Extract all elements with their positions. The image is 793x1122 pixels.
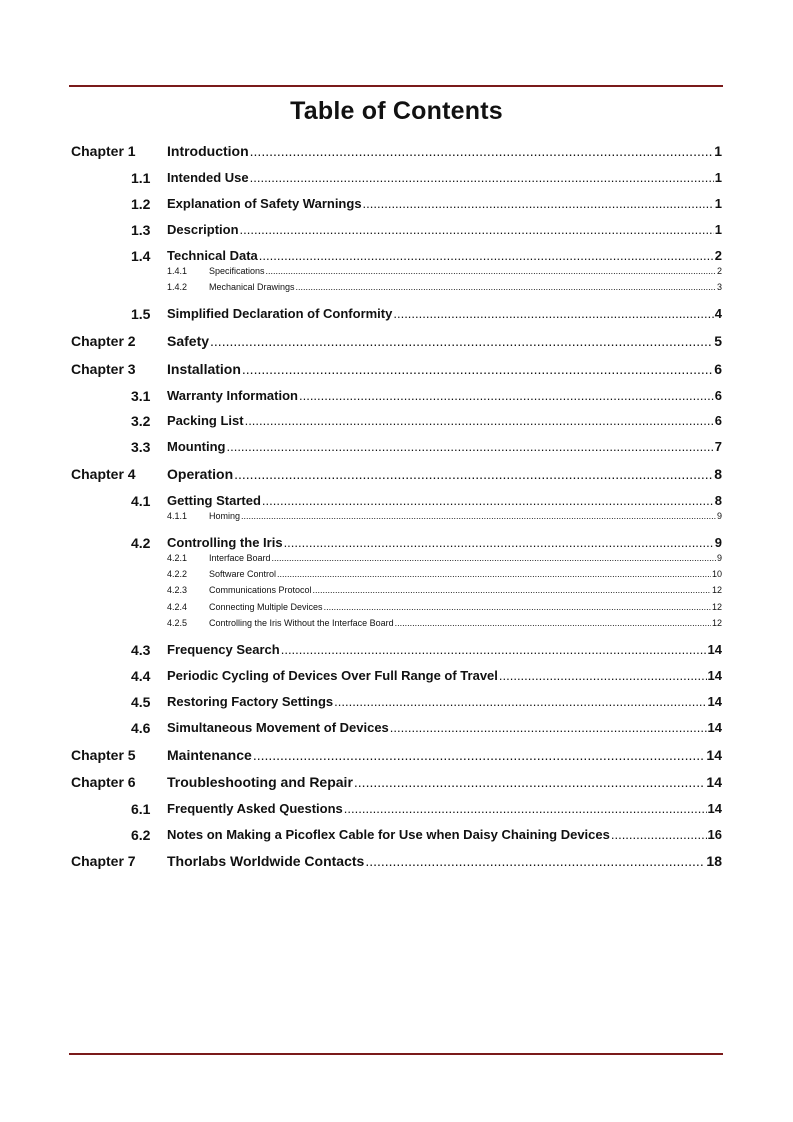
toc-entry-number: 1.4 xyxy=(131,248,151,264)
toc-entry-line xyxy=(209,618,722,628)
toc-entry-page: 1 xyxy=(714,196,722,211)
toc-entry-page: 14 xyxy=(707,801,722,816)
toc-entry-number: 4.4 xyxy=(131,668,151,684)
toc-entry-title: Getting Started xyxy=(167,493,261,508)
toc-section-entry[interactable] xyxy=(0,222,793,240)
toc-entry-page: 12 xyxy=(711,602,722,612)
toc-entry-title: Connecting Multiple Devices xyxy=(209,602,323,612)
toc-entry-title: Explanation of Safety Warnings xyxy=(167,196,362,211)
toc-entry-title: Maintenance xyxy=(167,747,252,763)
toc-leader-dots xyxy=(266,266,716,276)
toc-entry-title: Interface Board xyxy=(209,553,271,563)
toc-section-entry[interactable] xyxy=(0,388,793,406)
toc-section-entry[interactable] xyxy=(0,801,793,819)
toc-entry-number: 6.1 xyxy=(131,801,151,817)
toc-section-entry[interactable] xyxy=(0,694,793,712)
toc-entry-line xyxy=(167,439,722,454)
toc-subsection-entry[interactable] xyxy=(0,553,793,565)
toc-entry-page: 9 xyxy=(716,511,722,521)
toc-leader-dots xyxy=(242,361,713,377)
toc-entry-page: 1 xyxy=(714,222,722,237)
toc-entry-page: 12 xyxy=(711,585,722,595)
toc-entry-line xyxy=(167,170,722,185)
toc-section-entry[interactable] xyxy=(0,668,793,686)
toc-entry-number: Chapter 5 xyxy=(71,747,136,763)
toc-section-entry[interactable] xyxy=(0,306,793,324)
toc-leader-dots xyxy=(241,511,716,521)
toc-entry-page: 3 xyxy=(716,282,722,292)
toc-entry-line xyxy=(167,333,722,349)
toc-entry-page: 18 xyxy=(706,853,722,869)
toc-entry-number: 4.2.3 xyxy=(167,585,188,595)
toc-subsection-entry[interactable] xyxy=(0,282,793,294)
toc-entry-line xyxy=(167,388,722,403)
toc-entry-title: Description xyxy=(167,222,239,237)
toc-entry-number: 4.2.4 xyxy=(167,602,188,612)
toc-entry-title: Technical Data xyxy=(167,248,258,263)
toc-entry-number: Chapter 2 xyxy=(71,333,136,349)
toc-entry-page: 6 xyxy=(714,413,722,428)
toc-entry-line xyxy=(167,535,722,550)
toc-leader-dots xyxy=(393,306,713,321)
toc-section-entry[interactable] xyxy=(0,720,793,738)
toc-entry-number: 3.1 xyxy=(131,388,151,404)
toc-entry-line xyxy=(167,196,722,211)
toc-entry-title: Warranty Information xyxy=(167,388,298,403)
toc-entry-line xyxy=(167,413,722,428)
toc-entry-number: 1.2 xyxy=(131,196,151,212)
toc-leader-dots xyxy=(259,248,714,263)
toc-entry-page: 2 xyxy=(714,248,722,263)
toc-entry-page: 14 xyxy=(707,668,722,683)
toc-chapter-entry[interactable] xyxy=(0,747,793,765)
toc-entry-line xyxy=(167,668,722,683)
toc-section-entry[interactable] xyxy=(0,248,793,266)
toc-entry-number: 1.5 xyxy=(131,306,151,322)
toc-entry-line xyxy=(167,248,722,263)
toc-subsection-entry[interactable] xyxy=(0,569,793,581)
toc-entry-title: Simultaneous Movement of Devices xyxy=(167,720,389,735)
toc-entry-line xyxy=(167,827,722,842)
toc-leader-dots xyxy=(365,853,705,869)
toc-leader-dots xyxy=(334,694,706,709)
toc-entry-number: 4.2.1 xyxy=(167,553,188,563)
toc-entry-title: Safety xyxy=(167,333,210,349)
toc-entry-page: 14 xyxy=(707,720,722,735)
toc-entry-title: Notes on Making a Picoflex Cable for Use when Daisy Chaining Devices xyxy=(167,827,610,842)
toc-leader-dots xyxy=(253,747,706,763)
toc-entry-page: 1 xyxy=(714,170,722,185)
toc-entry-title: Homing xyxy=(209,511,241,521)
toc-entry-line xyxy=(209,553,722,563)
toc-entry-line xyxy=(167,774,722,790)
toc-entry-title: Controlling the Iris xyxy=(167,535,283,550)
toc-subsection-entry[interactable] xyxy=(0,618,793,630)
toc-leader-dots xyxy=(296,282,716,292)
toc-chapter-entry[interactable] xyxy=(0,361,793,379)
toc-entry-page: 12 xyxy=(711,618,722,628)
toc-entry-line xyxy=(209,282,722,292)
toc-entry-number: 1.4.2 xyxy=(167,282,188,292)
toc-entry-page: 1 xyxy=(714,143,722,159)
toc-entry-number: 1.3 xyxy=(131,222,151,238)
toc-entry-number: 4.2 xyxy=(131,535,151,551)
toc-entry-line xyxy=(167,747,722,763)
toc-section-entry[interactable] xyxy=(0,170,793,188)
toc-entry-title: Simplified Declaration of Conformity xyxy=(167,306,393,321)
toc-entry-page: 4 xyxy=(714,306,722,321)
toc-entry-number: 4.1.1 xyxy=(167,511,188,521)
toc-entry-page: 14 xyxy=(706,774,722,790)
toc-entry-number: 1.1 xyxy=(131,170,151,186)
toc-entry-page: 5 xyxy=(714,333,722,349)
toc-entry-page: 2 xyxy=(716,266,722,276)
toc-entry-title: Frequency Search xyxy=(167,642,280,657)
toc-section-entry[interactable] xyxy=(0,413,793,431)
toc-entry-number: 1.4.1 xyxy=(167,266,188,276)
toc-leader-dots xyxy=(299,388,714,403)
toc-entry-line xyxy=(167,493,722,508)
toc-entry-line xyxy=(167,801,722,816)
toc-entry-title: Mounting xyxy=(167,439,226,454)
toc-entry-title: Software Control xyxy=(209,569,277,579)
toc-entry-page: 9 xyxy=(714,535,722,550)
toc-entry-number: 4.2.2 xyxy=(167,569,188,579)
toc-entry-line xyxy=(167,222,722,237)
toc-leader-dots xyxy=(226,439,713,454)
toc-leader-dots xyxy=(499,668,707,683)
toc-entry-page: 6 xyxy=(714,388,722,403)
toc-entry-number: 6.2 xyxy=(131,827,151,843)
toc-entry-line xyxy=(209,569,722,579)
toc-leader-dots xyxy=(281,642,707,657)
toc-leader-dots xyxy=(250,170,714,185)
toc-leader-dots xyxy=(250,143,714,159)
toc-section-entry[interactable] xyxy=(0,642,793,660)
toc-entry-title: Communications Protocol xyxy=(209,585,312,595)
toc-leader-dots xyxy=(324,602,711,612)
toc-entry-page: 8 xyxy=(714,493,722,508)
toc-subsection-entry[interactable] xyxy=(0,585,793,597)
toc-entry-title: Intended Use xyxy=(167,170,249,185)
toc-leader-dots xyxy=(272,553,716,563)
toc-entry-number: 4.2.5 xyxy=(167,618,188,628)
toc-section-entry[interactable] xyxy=(0,196,793,214)
toc-entry-title: Operation xyxy=(167,466,234,482)
toc-chapter-entry[interactable] xyxy=(0,774,793,792)
toc-entry-title: Installation xyxy=(167,361,241,377)
toc-entry-title: Restoring Factory Settings xyxy=(167,694,334,709)
toc-chapter-entry[interactable] xyxy=(0,853,793,871)
toc-entry-number: 4.6 xyxy=(131,720,151,736)
top-rule xyxy=(69,85,723,87)
toc-entry-number: Chapter 3 xyxy=(71,361,136,377)
toc-entry-number: Chapter 6 xyxy=(71,774,136,790)
toc-entry-title: Specifications xyxy=(209,266,265,276)
toc-entry-line xyxy=(209,266,722,276)
toc-entry-line xyxy=(209,602,722,612)
toc-entry-line xyxy=(167,853,722,869)
toc-entry-number: 3.3 xyxy=(131,439,151,455)
toc-leader-dots xyxy=(284,535,714,550)
toc-chapter-entry[interactable] xyxy=(0,466,793,484)
toc-entry-line xyxy=(167,694,722,709)
toc-entry-line xyxy=(167,466,722,482)
bottom-rule xyxy=(69,1053,723,1055)
toc-section-entry[interactable] xyxy=(0,827,793,845)
toc-entry-page: 7 xyxy=(714,439,722,454)
toc-entry-page: 9 xyxy=(716,553,722,563)
toc-leader-dots xyxy=(354,774,706,790)
toc-subsection-entry[interactable] xyxy=(0,602,793,614)
toc-leader-dots xyxy=(240,222,714,237)
toc-leader-dots xyxy=(277,569,711,579)
toc-leader-dots xyxy=(210,333,713,349)
toc-entry-title: Thorlabs Worldwide Contacts xyxy=(167,853,365,869)
toc-entry-page: 14 xyxy=(707,694,722,709)
toc-chapter-entry[interactable] xyxy=(0,333,793,351)
toc-entry-number: 4.5 xyxy=(131,694,151,710)
toc-entry-line xyxy=(167,143,722,159)
toc-leader-dots xyxy=(313,585,711,595)
toc-entry-line xyxy=(167,720,722,735)
toc-entry-page: 14 xyxy=(706,747,722,763)
toc-entry-line xyxy=(209,511,722,521)
toc-entry-title: Frequently Asked Questions xyxy=(167,801,343,816)
toc-entry-line xyxy=(167,642,722,657)
toc-leader-dots xyxy=(611,827,707,842)
toc-entry-title: Troubleshooting and Repair xyxy=(167,774,353,790)
toc-leader-dots xyxy=(344,801,707,816)
toc-entry-number: Chapter 7 xyxy=(71,853,136,869)
toc-section-entry[interactable] xyxy=(0,493,793,511)
toc-entry-page: 10 xyxy=(711,569,722,579)
toc-entry-title: Controlling the Iris Without the Interface Board xyxy=(209,618,394,628)
toc-entry-number: 4.3 xyxy=(131,642,151,658)
toc-entry-title: Introduction xyxy=(167,143,249,159)
toc-entry-title: Periodic Cycling of Devices Over Full Range of Travel xyxy=(167,668,498,683)
toc-leader-dots xyxy=(390,720,707,735)
page-title: Table of Contents xyxy=(290,97,503,125)
toc-entry-number: Chapter 1 xyxy=(71,143,136,159)
toc-section-entry[interactable] xyxy=(0,439,793,457)
toc-subsection-entry[interactable] xyxy=(0,266,793,278)
toc-entry-line xyxy=(167,306,722,321)
toc-entry-page: 16 xyxy=(707,827,722,842)
toc-subsection-entry[interactable] xyxy=(0,511,793,523)
toc-entry-line xyxy=(209,585,722,595)
toc-leader-dots xyxy=(245,413,714,428)
toc-entry-number: 4.1 xyxy=(131,493,151,509)
toc-chapter-entry[interactable] xyxy=(0,143,793,161)
toc-leader-dots xyxy=(363,196,714,211)
toc-leader-dots xyxy=(234,466,713,482)
toc-entry-title: Packing List xyxy=(167,413,244,428)
toc-entry-line xyxy=(167,361,722,377)
toc-entry-page: 8 xyxy=(714,466,722,482)
toc-leader-dots xyxy=(262,493,714,508)
toc-leader-dots xyxy=(395,618,711,628)
toc-entry-page: 6 xyxy=(714,361,722,377)
toc-section-entry[interactable] xyxy=(0,535,793,553)
toc-entry-page: 14 xyxy=(707,642,722,657)
toc-entry-number: Chapter 4 xyxy=(71,466,136,482)
toc-entry-title: Mechanical Drawings xyxy=(209,282,295,292)
toc-entry-number: 3.2 xyxy=(131,413,151,429)
